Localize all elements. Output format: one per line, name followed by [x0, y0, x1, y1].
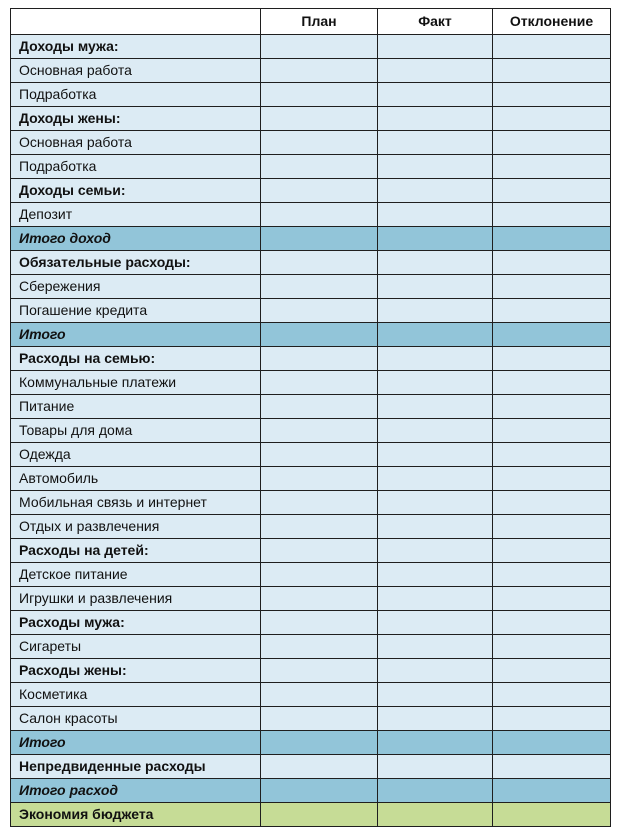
- fact-cell[interactable]: [378, 467, 493, 491]
- deviation-cell[interactable]: [493, 419, 611, 443]
- deviation-cell[interactable]: [493, 539, 611, 563]
- table-row: [11, 299, 611, 323]
- budget-body: [11, 35, 611, 827]
- plan-cell[interactable]: [261, 779, 378, 803]
- row-label: Расходы на детей:: [11, 539, 261, 563]
- row-label: Экономия бюджета: [11, 803, 261, 827]
- fact-cell[interactable]: [378, 83, 493, 107]
- fact-cell[interactable]: [378, 659, 493, 683]
- fact-cell[interactable]: [378, 443, 493, 467]
- subtotal-row: [11, 731, 611, 755]
- table-row: [11, 83, 611, 107]
- plan-cell[interactable]: [261, 107, 378, 131]
- table-row: [11, 707, 611, 731]
- plan-cell[interactable]: [261, 587, 378, 611]
- plan-cell[interactable]: [261, 347, 378, 371]
- fact-cell[interactable]: [378, 275, 493, 299]
- header-label-column: [11, 9, 261, 35]
- row-label: Подработка: [11, 155, 261, 179]
- plan-cell[interactable]: [261, 395, 378, 419]
- plan-cell[interactable]: [261, 731, 378, 755]
- section-row: [11, 347, 611, 371]
- plan-cell[interactable]: [261, 515, 378, 539]
- section-row: [11, 659, 611, 683]
- deviation-cell[interactable]: [493, 683, 611, 707]
- row-label: Одежда: [11, 443, 261, 467]
- row-label: Детское питание: [11, 563, 261, 587]
- table-row: [11, 683, 611, 707]
- section-row: [11, 539, 611, 563]
- table-row: [11, 443, 611, 467]
- row-label: Итого доход: [11, 227, 261, 251]
- fact-cell[interactable]: [378, 155, 493, 179]
- fact-cell[interactable]: [378, 587, 493, 611]
- subtotal-row: [11, 779, 611, 803]
- fact-cell[interactable]: [378, 491, 493, 515]
- table-row: [11, 275, 611, 299]
- deviation-cell[interactable]: [493, 779, 611, 803]
- fact-cell[interactable]: [378, 107, 493, 131]
- plan-cell[interactable]: [261, 803, 378, 827]
- table-row: [11, 155, 611, 179]
- deviation-cell[interactable]: [493, 563, 611, 587]
- row-label: Мобильная связь и интернет: [11, 491, 261, 515]
- plan-cell[interactable]: [261, 35, 378, 59]
- plan-cell[interactable]: [261, 539, 378, 563]
- row-label: Погашение кредита: [11, 299, 261, 323]
- table-row: [11, 635, 611, 659]
- fact-cell[interactable]: [378, 251, 493, 275]
- plan-cell[interactable]: [261, 467, 378, 491]
- deviation-cell[interactable]: [493, 707, 611, 731]
- deviation-cell[interactable]: [493, 611, 611, 635]
- fact-cell[interactable]: [378, 635, 493, 659]
- row-label: Подработка: [11, 83, 261, 107]
- section-row: [11, 179, 611, 203]
- row-label: Питание: [11, 395, 261, 419]
- fact-cell[interactable]: [378, 179, 493, 203]
- fact-cell[interactable]: [378, 755, 493, 779]
- fact-cell[interactable]: [378, 707, 493, 731]
- fact-cell[interactable]: [378, 419, 493, 443]
- deviation-cell[interactable]: [493, 107, 611, 131]
- deviation-cell[interactable]: [493, 731, 611, 755]
- deviation-cell[interactable]: [493, 179, 611, 203]
- plan-cell[interactable]: [261, 299, 378, 323]
- row-label: Сигареты: [11, 635, 261, 659]
- plan-cell[interactable]: [261, 635, 378, 659]
- table-row: [11, 371, 611, 395]
- deviation-cell[interactable]: [493, 515, 611, 539]
- fact-cell[interactable]: [378, 227, 493, 251]
- row-label: Автомобиль: [11, 467, 261, 491]
- table-row: [11, 467, 611, 491]
- row-label: Итого: [11, 323, 261, 347]
- fact-cell[interactable]: [378, 203, 493, 227]
- table-row: [11, 491, 611, 515]
- deviation-cell[interactable]: [493, 803, 611, 827]
- fact-cell[interactable]: [378, 59, 493, 83]
- plan-cell[interactable]: [261, 371, 378, 395]
- plan-cell[interactable]: [261, 227, 378, 251]
- row-label: Доходы жены:: [11, 107, 261, 131]
- budget-sheet: [10, 8, 610, 827]
- row-label: Расходы мужа:: [11, 611, 261, 635]
- fact-cell[interactable]: [378, 611, 493, 635]
- row-label: Итого: [11, 731, 261, 755]
- deviation-cell[interactable]: [493, 467, 611, 491]
- row-label: Игрушки и развлечения: [11, 587, 261, 611]
- row-label: Расходы на семью:: [11, 347, 261, 371]
- row-label: Салон красоты: [11, 707, 261, 731]
- final-row: [11, 803, 611, 827]
- plan-cell[interactable]: [261, 491, 378, 515]
- deviation-cell[interactable]: [493, 299, 611, 323]
- deviation-cell[interactable]: [493, 491, 611, 515]
- plan-cell[interactable]: [261, 179, 378, 203]
- fact-cell[interactable]: [378, 371, 493, 395]
- table-row: [11, 419, 611, 443]
- deviation-cell[interactable]: [493, 347, 611, 371]
- header-row: [11, 9, 611, 35]
- fact-cell[interactable]: [378, 347, 493, 371]
- fact-cell[interactable]: [378, 563, 493, 587]
- deviation-cell[interactable]: [493, 371, 611, 395]
- row-label: Основная работа: [11, 131, 261, 155]
- table-row: [11, 131, 611, 155]
- deviation-cell[interactable]: [493, 755, 611, 779]
- row-label: Коммунальные платежи: [11, 371, 261, 395]
- deviation-cell[interactable]: [493, 35, 611, 59]
- header-plan: План: [261, 9, 378, 35]
- header-fact: Факт: [378, 9, 493, 35]
- fact-cell[interactable]: [378, 515, 493, 539]
- deviation-cell[interactable]: [493, 275, 611, 299]
- deviation-cell[interactable]: [493, 323, 611, 347]
- fact-cell[interactable]: [378, 395, 493, 419]
- row-label: Сбережения: [11, 275, 261, 299]
- row-label: Итого расход: [11, 779, 261, 803]
- deviation-cell[interactable]: [493, 59, 611, 83]
- deviation-cell[interactable]: [493, 635, 611, 659]
- deviation-cell[interactable]: [493, 443, 611, 467]
- plan-cell[interactable]: [261, 755, 378, 779]
- section-row: [11, 35, 611, 59]
- row-label: Основная работа: [11, 59, 261, 83]
- row-label: Расходы жены:: [11, 659, 261, 683]
- row-label: Депозит: [11, 203, 261, 227]
- plan-cell[interactable]: [261, 323, 378, 347]
- plan-cell[interactable]: [261, 155, 378, 179]
- plan-cell[interactable]: [261, 275, 378, 299]
- plan-cell[interactable]: [261, 683, 378, 707]
- budget-table: [10, 8, 611, 827]
- table-row: [11, 563, 611, 587]
- table-row: [11, 59, 611, 83]
- plan-cell[interactable]: [261, 131, 378, 155]
- plan-cell[interactable]: [261, 443, 378, 467]
- row-label: Косметика: [11, 683, 261, 707]
- fact-cell[interactable]: [378, 803, 493, 827]
- plan-cell[interactable]: [261, 707, 378, 731]
- deviation-cell[interactable]: [493, 251, 611, 275]
- fact-cell[interactable]: [378, 731, 493, 755]
- deviation-cell[interactable]: [493, 203, 611, 227]
- fact-cell[interactable]: [378, 539, 493, 563]
- fact-cell[interactable]: [378, 779, 493, 803]
- plan-cell[interactable]: [261, 659, 378, 683]
- row-label: Доходы мужа:: [11, 35, 261, 59]
- table-row: [11, 203, 611, 227]
- deviation-cell[interactable]: [493, 155, 611, 179]
- plan-cell[interactable]: [261, 611, 378, 635]
- section-row: [11, 755, 611, 779]
- section-row: [11, 251, 611, 275]
- section-row: [11, 611, 611, 635]
- fact-cell[interactable]: [378, 131, 493, 155]
- fact-cell[interactable]: [378, 299, 493, 323]
- plan-cell[interactable]: [261, 251, 378, 275]
- subtotal-row: [11, 227, 611, 251]
- deviation-cell[interactable]: [493, 395, 611, 419]
- deviation-cell[interactable]: [493, 131, 611, 155]
- table-row: [11, 515, 611, 539]
- fact-cell[interactable]: [378, 683, 493, 707]
- row-label: Отдых и развлечения: [11, 515, 261, 539]
- row-label: Товары для дома: [11, 419, 261, 443]
- fact-cell[interactable]: [378, 35, 493, 59]
- deviation-cell[interactable]: [493, 83, 611, 107]
- subtotal-row: [11, 323, 611, 347]
- section-row: [11, 107, 611, 131]
- deviation-cell[interactable]: [493, 587, 611, 611]
- plan-cell[interactable]: [261, 419, 378, 443]
- header-deviation: Отклонение: [493, 9, 611, 35]
- row-label: Непредвиденные расходы: [11, 755, 261, 779]
- deviation-cell[interactable]: [493, 659, 611, 683]
- deviation-cell[interactable]: [493, 227, 611, 251]
- table-row: [11, 587, 611, 611]
- plan-cell[interactable]: [261, 83, 378, 107]
- table-row: [11, 395, 611, 419]
- row-label: Доходы семьи:: [11, 179, 261, 203]
- row-label: Обязательные расходы:: [11, 251, 261, 275]
- plan-cell[interactable]: [261, 203, 378, 227]
- plan-cell[interactable]: [261, 563, 378, 587]
- fact-cell[interactable]: [378, 323, 493, 347]
- plan-cell[interactable]: [261, 59, 378, 83]
